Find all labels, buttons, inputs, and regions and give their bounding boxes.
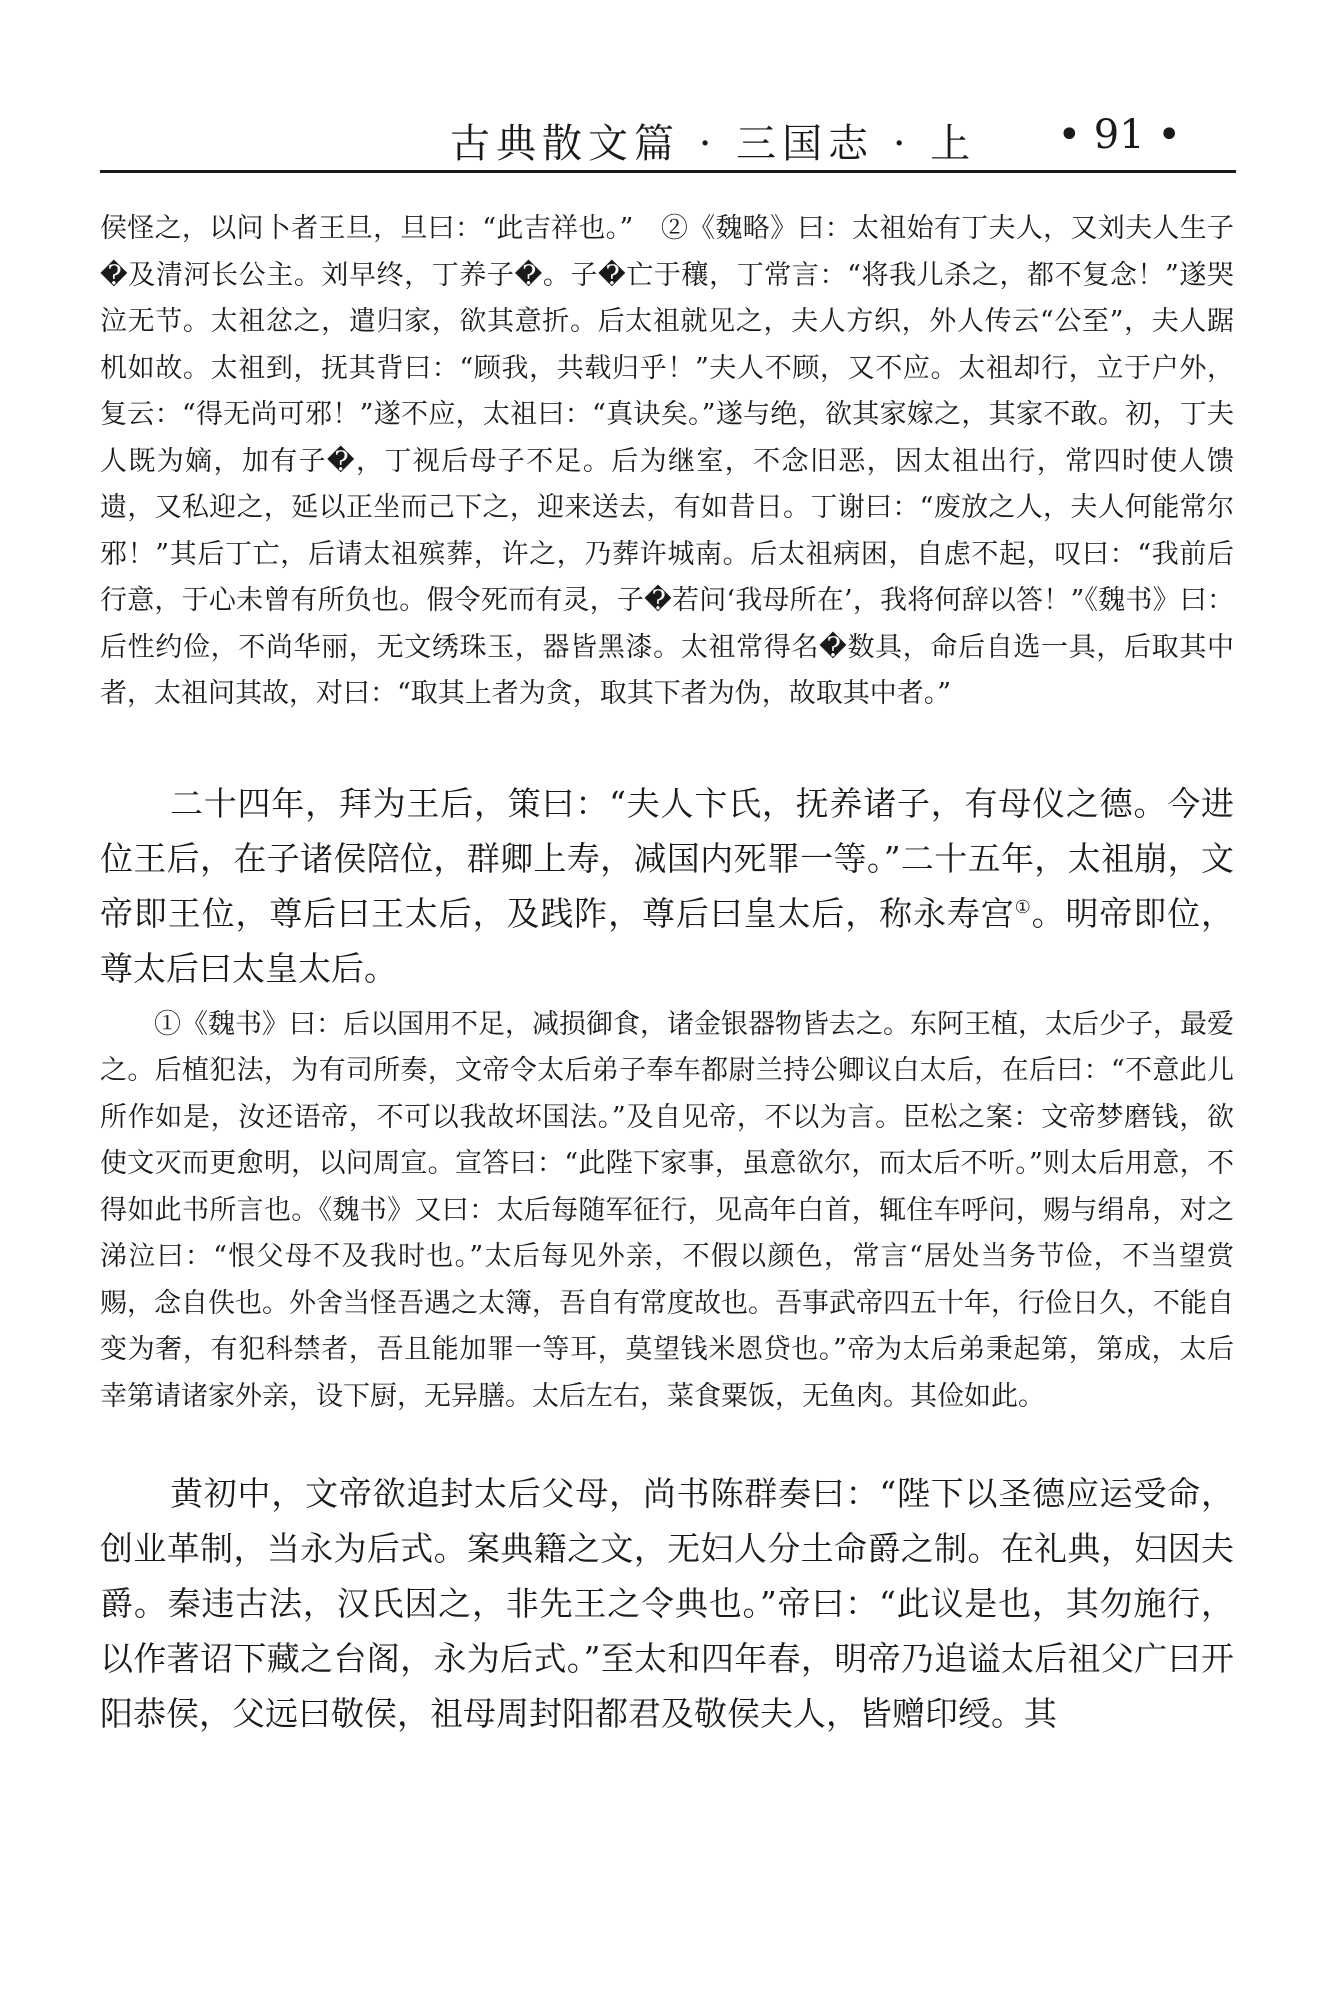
body-text	[100, 206, 1234, 1741]
spacer	[100, 1420, 1234, 1466]
header-title: 古典散文篇 · 三国志 · 上	[450, 121, 977, 167]
spacer	[100, 718, 1234, 776]
main-paragraph-2: 黄初中，文帝欲追封太后父母，尚书陈群奏曰：“陛下以圣德应运受命，创业革制，当永为后式。案典籍之文，无妇人分土命爵之制。在礼典，妇因夫爵。秦违古法，汉氏因之，非先王之令典也。”帝曰：“此议是也，其勿施行，以作著诏下藏之台阁，永为后式。”至太和四年春，明帝乃追谥太后祖父广曰开阳恭侯，父远曰敬侯，祖母周封阳都君及敬侯夫人，皆赠印绶。其	[100, 1474, 1234, 1733]
footnote-marker: ①	[1014, 896, 1032, 918]
running-header	[100, 108, 1236, 173]
main-paragraph-1-text: 二十四年，拜为王后，策曰：“夫人卞氏，抚养诸子，有母仪之德。今进位王后，在子诸侯陪位，群卿上寿，减国内死罪一等。”二十五年，太祖崩，文帝即王位，尊后曰王太后，及践阼，尊后曰皇太后，称永寿宫	[100, 783, 1234, 933]
annotation-block-1: 侯怪之，以问卜者王旦，旦曰：“此吉祥也。” ②《魏略》曰：太祖始有丁夫人，又刘夫人生子�及清河长公主。刘早终，丁养子�。子�亡于穰，丁常言：“将我儿杀之，都不复念！”遂哭泣无节。太祖忿之，遣归家，欲其意折。后太祖就见之，夫人方织，外人传云“公至”，夫人踞机如故。太祖到，抚其背曰：“顾我，共载归乎！”夫人不顾，又不应。太祖却行，立于户外，复云：“得无尚可邪！”遂不应，太祖曰：“真诀矣。”遂与绝，欲其家嫁之，其家不敢。初，丁夫人既为嫡，加有子�，丁视后母子不足。后为继室，不念旧恶，因太祖出行，常四时使人馈遗，又私迎之，延以正坐而己下之，迎来送去，有如昔日。丁谢曰：“废放之人，夫人何能常尔邪！”其后丁亡，后请太祖殡葬，许之，乃葬许城南。后太祖病困，自虑不起，叹曰：“我前后行意，于心未曾有所负也。假令死而有灵，子�若问‘我母所在’，我将何辞以答！”《魏书》曰：后性约俭，不尚华丽，无文绣珠玉，器皆黑漆。太祖常得名�数具，命后自选一具，后取其中者，太祖问其故，对曰：“取其上者为贪，取其下者为伪，故取其中者。”	[100, 213, 1234, 709]
annotation-block-2: ①《魏书》曰：后以国用不足，减损御食，诸金银器物皆去之。东阿王植，太后少子，最爱之。后植犯法，为有司所奏，文帝令太后弟子奉车都尉兰持公卿议白太后，在后曰：“不意此儿所作如是，汝还语帝，不可以我故坏国法。”及自见帝，不以为言。臣松之案：文帝梦磨钱，欲使文灭而更愈明，以问周宣。宣答曰：“此陛下家事，虽意欲尔，而太后不听。”则太后用意，不得如此书所言也。《魏书》又曰：太后每随军征行，见高年白首，辄住车呼问，赐与绢帛，对之涕泣曰：“恨父母不及我时也。”太后每见外亲，不假以颜色，常言“居处当务节俭，不当望赏赐，念自佚也。外舍当怪吾遇之太簿，吾自有常度故也。吾事武帝四五十年，行俭日久，不能自变为奢，有犯科禁者，吾且能加罪一等耳，莫望钱米恩贷也。”帝为太后弟秉起第，第成，太后幸第请诸家外亲，设下厨，无异膳。太后左右，菜食粟饭，无鱼肉。其俭如此。	[100, 1008, 1234, 1412]
main-paragraph-1-tail: 。明帝即位，尊太后曰太皇太后。	[100, 893, 1235, 988]
main-paragraph-1	[100, 776, 1234, 996]
page-number: • 91 •	[1057, 112, 1181, 158]
